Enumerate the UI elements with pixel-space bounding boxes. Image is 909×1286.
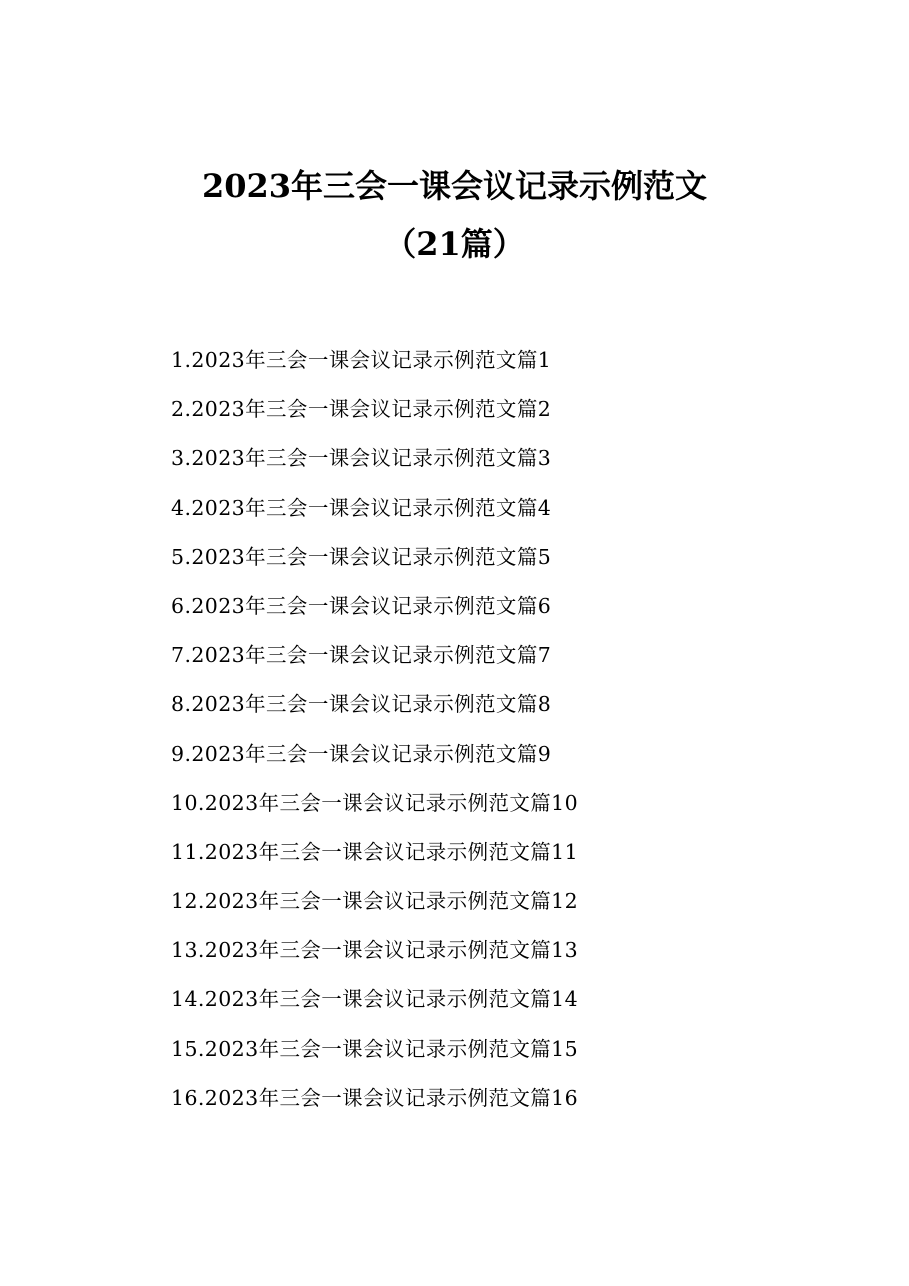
- toc-item-13: 13.2023年三会一课会议记录示例范文篇13: [171, 938, 579, 963]
- toc-item-6: 6.2023年三会一课会议记录示例范文篇6: [171, 593, 552, 618]
- toc-item-3: 3.2023年三会一课会议记录示例范文篇3: [171, 446, 552, 471]
- toc-item-9: 9.2023年三会一课会议记录示例范文篇9: [171, 741, 552, 766]
- toc-item-16: 16.2023年三会一课会议记录示例范文篇16: [171, 1085, 579, 1110]
- toc-item-1: 1.2023年三会一课会议记录示例范文篇1: [171, 348, 552, 372]
- toc-item-12: 12.2023年三会一课会议记录示例范文篇12: [171, 889, 579, 914]
- toc-item-8: 8.2023年三会一课会议记录示例范文篇8: [171, 692, 552, 717]
- toc-item-7: 7.2023年三会一课会议记录示例范文篇7: [171, 643, 552, 668]
- document-subtitle: （21篇）: [384, 225, 525, 263]
- toc-item-5: 5.2023年三会一课会议记录示例范文篇5: [171, 544, 552, 569]
- toc-item-4: 4.2023年三会一课会议记录示例范文篇4: [171, 495, 552, 520]
- toc-item-14: 14.2023年三会一课会议记录示例范文篇14: [171, 987, 579, 1012]
- table-of-contents: [171, 336, 771, 1123]
- toc-item-2: 2.2023年三会一课会议记录示例范文篇2: [171, 397, 552, 422]
- toc-item-11: 11.2023年三会一课会议记录示例范文篇11: [171, 839, 579, 864]
- toc-item-15: 15.2023年三会一课会议记录示例范文篇15: [171, 1036, 579, 1061]
- toc-item-10: 10.2023年三会一课会议记录示例范文篇10: [171, 790, 579, 815]
- document-title: 2023年三会一课会议记录示例范文: [201, 167, 708, 205]
